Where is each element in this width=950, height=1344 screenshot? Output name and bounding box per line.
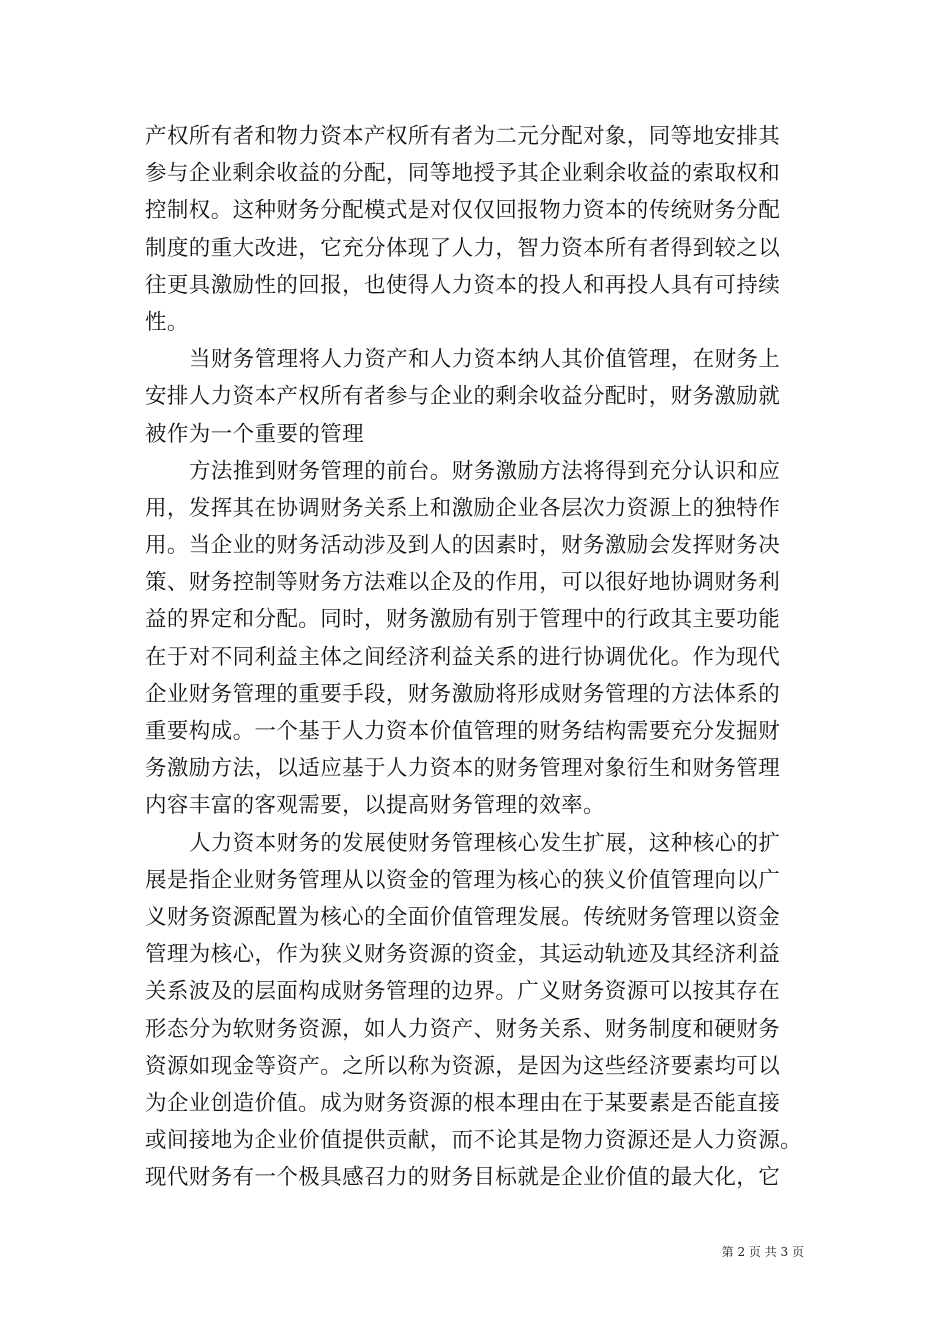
text-line: 形态分为软财务资源，如人力资产、财务关系、财务制度和硬财务 (145, 1016, 781, 1042)
text-line: 人力资本财务的发展使财务管理核心发生扩展，这种核心的扩 (189, 830, 781, 856)
text-line: 管理为核心，作为狭义财务资源的资金，其运动轨迹及其经济利益 (145, 942, 781, 968)
text-line: 当财务管理将人力资产和人力资本纳人其价值管理，在财务上 (189, 347, 781, 373)
text-line: 性。 (145, 309, 189, 335)
text-line: 为企业创造价值。成为财务资源的根本理由在于某要素是否能直接 (145, 1090, 781, 1116)
text-line: 控制权。这种财务分配模式是对仅仅回报物力资本的传统财务分配 (145, 198, 781, 224)
text-line: 或间接地为企业价值提供贡献，而不论其是物力资源还是人力资源。 (145, 1128, 803, 1154)
text-line: 现代财务有一个极具感召力的财务目标就是企业价值的最大化，它 (145, 1165, 781, 1191)
text-line: 资源如现金等资产。之所以称为资源，是因为这些经济要素均可以 (145, 1053, 781, 1079)
text-line: 被作为一个重要的管理 (145, 421, 365, 447)
text-line: 安排人力资本产权所有者参与企业的剩余收益分配时，财务激励就 (145, 384, 781, 410)
text-line: 益的界定和分配。同时，财务激励有别于管理中的行政其主要功能 (145, 607, 781, 633)
text-line: 制度的重大改进，它充分体现了人力，智力资本所有者得到较之以 (145, 235, 781, 261)
text-line: 展是指企业财务管理从以资金的管理为核心的狭义价值管理向以广 (145, 867, 781, 893)
text-line: 义财务资源配置为核心的全面价值管理发展。传统财务管理以资金 (145, 904, 781, 930)
text-line: 重要构成。一个基于人力资本价值管理的财务结构需要充分发掘财 (145, 719, 781, 744)
text-line: 参与企业剩余收益的分配，同等地授予其企业剩余收益的索取权和 (145, 161, 781, 187)
text-line: 在于对不同利益主体之间经济利益关系的进行协调优化。作为现代 (145, 644, 781, 670)
text-line: 关系波及的层面构成财务管理的边界。广义财务资源可以按其存在 (145, 979, 781, 1005)
text-line: 内容丰富的客观需要，以提高财务管理的效率。 (145, 793, 605, 819)
text-line: 务激励方法，以适应基于人力资本的财务管理对象衍生和财务管理 (145, 756, 781, 782)
body-text (145, 118, 810, 1196)
text-line: 方法推到财务管理的前台。财务激励方法将得到充分认识和应 (189, 458, 781, 484)
page-number: 第 2 页 共 3 页 (721, 1245, 804, 1259)
text-line: 产权所有者和物力资本产权所有者为二元分配对象，同等地安排其 (145, 124, 781, 149)
text-line: 企业财务管理的重要手段，财务激励将形成财务管理的方法体系的 (145, 681, 781, 707)
text-line: 用。当企业的财务活动涉及到人的因素时，财务激励会发挥财务决 (145, 533, 781, 559)
text-line: 用，发挥其在协调财务关系上和激励企业各层次力资源上的独特作 (145, 495, 781, 521)
text-line: 往更具激励性的回报，也使得人力资本的投人和再投人具有可持续 (145, 272, 781, 298)
text-line: 策、财务控制等财务方法难以企及的作用，可以很好地协调财务利 (145, 570, 781, 596)
